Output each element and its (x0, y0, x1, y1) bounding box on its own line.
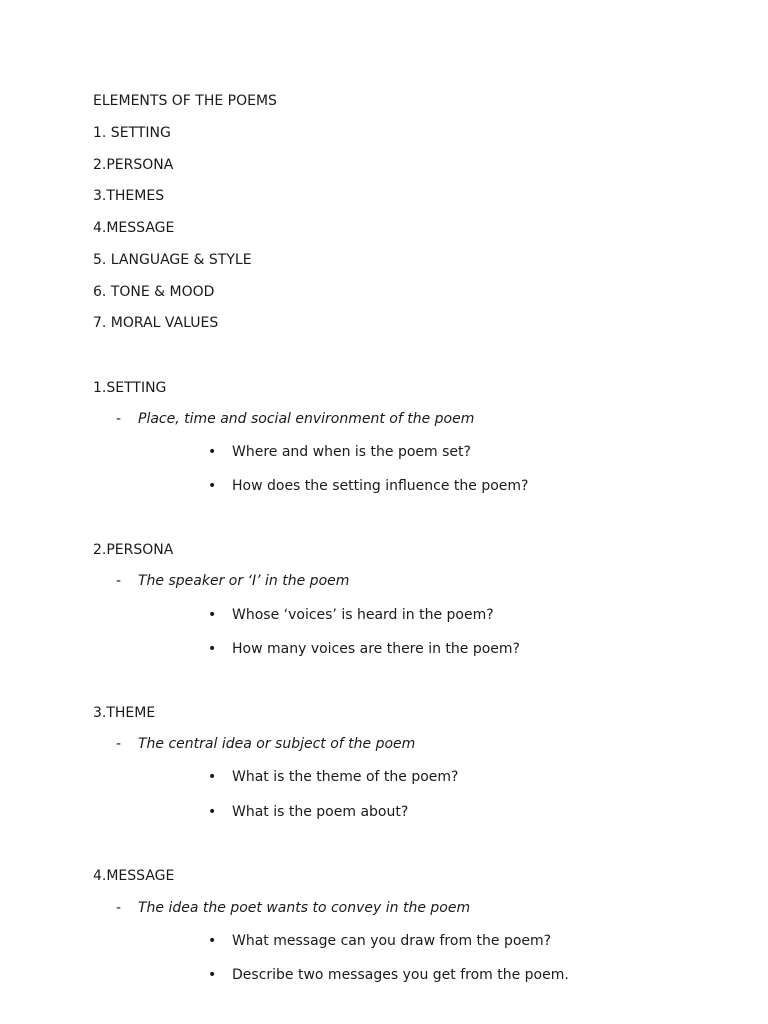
dash-marker: - (116, 573, 122, 589)
dash-marker: - (116, 411, 122, 427)
section-title: 1.SETTING (93, 380, 167, 396)
bullet-icon: • (208, 478, 217, 494)
question-text: Whose ‘voices’ is heard in the poem? (232, 607, 494, 623)
list-item: 6. TONE & MOOD (93, 284, 215, 300)
section-definition: Place, time and social environment of the poem (138, 411, 475, 427)
dash-marker: - (116, 900, 122, 916)
question-text: What message can you draw from the poem? (232, 933, 552, 949)
list-item: 1. SETTING (93, 125, 171, 141)
question-item (208, 932, 551, 950)
question-item (208, 443, 471, 461)
list-item: 3.THEMES (93, 188, 165, 204)
bullet-icon: • (208, 933, 217, 949)
section-definition: The speaker or ‘I’ in the poem (138, 573, 350, 589)
bullet-icon: • (208, 967, 217, 983)
section-title: 3.THEME (93, 705, 156, 721)
list-item: 2.PERSONA (93, 157, 174, 173)
page-heading: ELEMENTS OF THE POEMS (93, 93, 277, 109)
question-item (208, 640, 520, 658)
definition-row (116, 899, 470, 917)
bullet-icon: • (208, 444, 217, 460)
section-definition: The idea the poet wants to convey in the poem (138, 900, 471, 916)
question-text: What is the poem about? (232, 804, 409, 820)
section-definition: The central idea or subject of the poem (138, 736, 416, 752)
question-text: How does the setting influence the poem? (232, 478, 529, 494)
question-text: Describe two messages you get from the poem. (232, 967, 569, 983)
list-item: 5. LANGUAGE & STYLE (93, 252, 252, 268)
bullet-icon: • (208, 804, 217, 820)
definition-row (116, 572, 349, 590)
question-text: How many voices are there in the poem? (232, 641, 520, 657)
list-item: 4.MESSAGE (93, 220, 175, 236)
bullet-icon: • (208, 641, 217, 657)
question-item (208, 966, 569, 984)
bullet-icon: • (208, 769, 217, 785)
dash-marker: - (116, 736, 122, 752)
bullet-icon: • (208, 607, 217, 623)
question-item (208, 768, 458, 786)
section-title: 4.MESSAGE (93, 868, 175, 884)
question-text: Where and when is the poem set? (232, 444, 471, 460)
list-item: 7. MORAL VALUES (93, 315, 219, 331)
question-item (208, 803, 408, 821)
definition-row (116, 410, 474, 428)
question-text: What is the theme of the poem? (232, 769, 459, 785)
question-item (208, 477, 528, 495)
question-item (208, 606, 494, 624)
section-title: 2.PERSONA (93, 542, 174, 558)
definition-row (116, 735, 415, 753)
